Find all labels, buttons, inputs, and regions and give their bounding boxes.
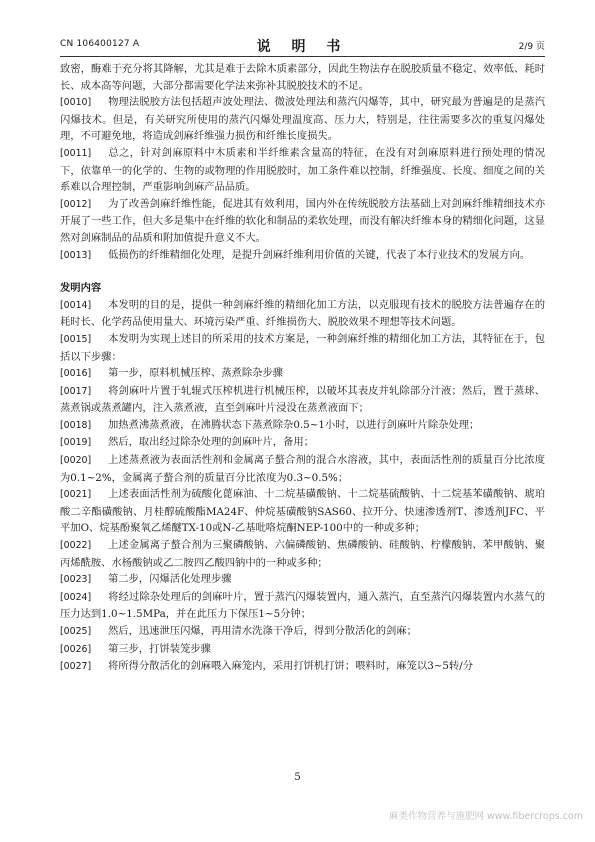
paragraph <box>60 434 545 452</box>
paragraph-text: 将所得分散活化的剑麻喂入麻笼内，采用打饼机打饼；喂料时，麻笼以3~5转/分 <box>108 660 473 673</box>
paragraph <box>60 452 545 486</box>
paragraph <box>60 61 545 94</box>
paragraph-text: 将剑麻叶片置于轧辊式压榨机进行机械压榨，以破坏其表皮并轧除部分汁液；然后，置于蒸球、蒸煮锅或蒸煮罐内，注入蒸煮液，直至剑麻叶片浸没在蒸煮液面下； <box>60 384 545 415</box>
paragraph-text: 将经过除杂处理后的剑麻叶片，置于蒸汽闪爆装置内，通入蒸汽，直至蒸汽闪爆装置内水蒸气的压力达到1.0~1.5MPa，并在此压力下保压1~5分钟； <box>60 590 545 621</box>
header-rule <box>60 56 545 57</box>
paragraph-text: 本发明为实现上述目的所采用的技术方案是，一种剑麻纤维的精细化加工方法，其特征在于，包括以下步骤： <box>60 332 545 363</box>
paragraph-text: 总之，针对剑麻原料中木质素和半纤维素含量高的特征，在没有对剑麻原料进行预处理的情况下，依靠单一的化学的、生物的或物理的作用脱胶时，加工条件难以控制，纤维强度、长度、细度之间的关系难以合理控制，严重影响剑麻产品品质。 <box>60 146 545 194</box>
paragraph-text: 第一步，原料机械压榨、蒸煮除杂步骤 <box>108 367 284 380</box>
publication-number: CN 106400127 A <box>60 39 140 49</box>
paragraph-text: 低损伤的纤维精细化处理，是提升剑麻纤维利用价值的关键，代表了本行业技术的发展方向。 <box>108 248 531 261</box>
paragraph-number: [0025] <box>60 626 92 637</box>
paragraph <box>60 486 545 537</box>
paragraph <box>60 331 545 365</box>
paragraph-text: 为了改善剑麻纤维性能，促进其有效利用，国内外在传统脱胶方法基础上对剑麻纤维精细技术亦开展了一些工作，但大多是集中在纤维的软化和制品的柔软处理，而没有解决纤维本身的精细化问题，这显然对剑麻制品的品质和附加值提升意义不大。 <box>60 197 545 244</box>
paragraph <box>60 537 545 571</box>
paragraph <box>60 365 545 383</box>
paragraph <box>60 589 545 623</box>
paragraph-number: [0018] <box>60 419 92 431</box>
paragraph <box>60 641 545 659</box>
paragraph <box>60 571 545 589</box>
watermark: 麻类作物营养与施肥网 www.fibercrops.com <box>388 811 583 822</box>
paragraph-number: [0013] <box>60 249 92 261</box>
paragraph-number: [0027] <box>60 661 92 673</box>
paragraph-number: [0023] <box>60 574 92 586</box>
paragraph-text: 上述表面活性剂为硫酸化蓖麻油、十二烷基磺酸钠、十二烷基硫酸钠、十二烷基苯磺酸钠、琥珀酸二辛酯磺酸钠、月桂醇硫酸酯MA24F、仲烷基磺酸钠SAS60、拉开分、快速渗透剂T、渗透剂JFC、平平加O、烷基酚聚氧乙烯醚TX-10或N-乙基吡咯烷酮NEP-100中的一种或多种； <box>60 488 545 535</box>
heading-text: 发明内容 <box>60 282 102 295</box>
paragraph <box>60 94 545 145</box>
page-header <box>60 36 545 56</box>
paragraph-number: [0012] <box>60 198 92 210</box>
paragraph-number: [0026] <box>60 643 92 655</box>
paragraph-number: [0024] <box>60 591 92 603</box>
document-body <box>60 61 545 676</box>
paragraph-number: [0015] <box>60 333 92 345</box>
page-number: 5 <box>294 772 301 783</box>
paragraph-text: 第三步，打饼装笼步骤 <box>108 642 211 655</box>
paragraph-text: 上述蒸煮液为表面活性剂和金属离子螯合剂的混合水溶液，其中，表面活性剂的质量百分比浓度为0.1~2%，金属离子螯合剂的质量百分比浓度为0.3~0.5%； <box>60 454 545 484</box>
paragraph-text: 第二步，闪爆活化处理步骤 <box>108 573 232 586</box>
paragraph <box>60 247 545 265</box>
paragraph <box>60 383 545 417</box>
paragraph-number: [0011] <box>60 147 92 159</box>
paragraph-text: 上述金属离子螯合剂为三聚磷酸钠、六偏磷酸钠、焦磷酸钠、硅酸钠、柠檬酸钠、苯甲酸钠、聚丙烯酰胺、水杨酸钠或乙二胺四乙酸四钠中的一种或多种； <box>60 539 545 569</box>
paragraph-number: [0010] <box>60 97 92 109</box>
paragraph-text: 致密，酶难于充分将其降解，尤其是难于去除木质素部分，因此生物法存在脱胶质量不稳定、效率低、耗时长、成本高等问题，大部分都需要化学法来弥补其脱胶技术的不足。 <box>60 63 545 92</box>
document-title: 说 明 书 <box>256 39 349 55</box>
paragraph-number: [0016] <box>60 368 92 380</box>
paragraph-number: [0017] <box>60 385 92 397</box>
paragraph <box>60 297 545 331</box>
paragraph-text: 本发明的目的是，提供一种剑麻纤维的精细化加工方法，以克服现有技术的脱胶方法普遍存在的耗时长、化学药品使用量大、环境污染严重、纤维损伤大、脱胶效果不理想等技术问题。 <box>60 298 545 329</box>
paragraph <box>60 417 545 435</box>
paragraph-number: [0022] <box>60 540 92 552</box>
section-heading <box>60 280 545 297</box>
paragraph-number: [0020] <box>60 455 92 467</box>
paragraph <box>60 196 545 247</box>
paragraph-number: [0014] <box>60 299 92 311</box>
paragraph-number: [0019] <box>60 437 92 449</box>
paragraph <box>60 145 545 196</box>
paragraph-number: [0021] <box>60 489 92 501</box>
paragraph-text: 然后，迅速泄压闪爆，再用清水洗涤干净后，得到分散活化的剑麻； <box>108 625 417 637</box>
paragraph-text: 然后，取出经过除杂处理的剑麻叶片，备用； <box>108 436 314 449</box>
paragraph-text: 加热煮沸蒸煮液，在沸腾状态下蒸煮除杂0.5~1小时，以进行剑麻叶片除杂处理； <box>108 418 480 431</box>
paragraph-text: 物理法脱胶方法包括超声波处理法、微波处理法和蒸汽闪爆等，其中，研究最为普遍是的是蒸汽闪爆技术。但是，有关研究所使用的蒸汽闪爆处理温度高、压力大，特别是，往往需要多次的重复闪爆处理，不可避免地，将造成剑麻纤维强力损伤和纤维长度损失。 <box>60 96 545 143</box>
paragraph <box>60 658 545 676</box>
page-indicator: 2/9 页 <box>518 42 545 52</box>
paragraph <box>60 623 545 641</box>
